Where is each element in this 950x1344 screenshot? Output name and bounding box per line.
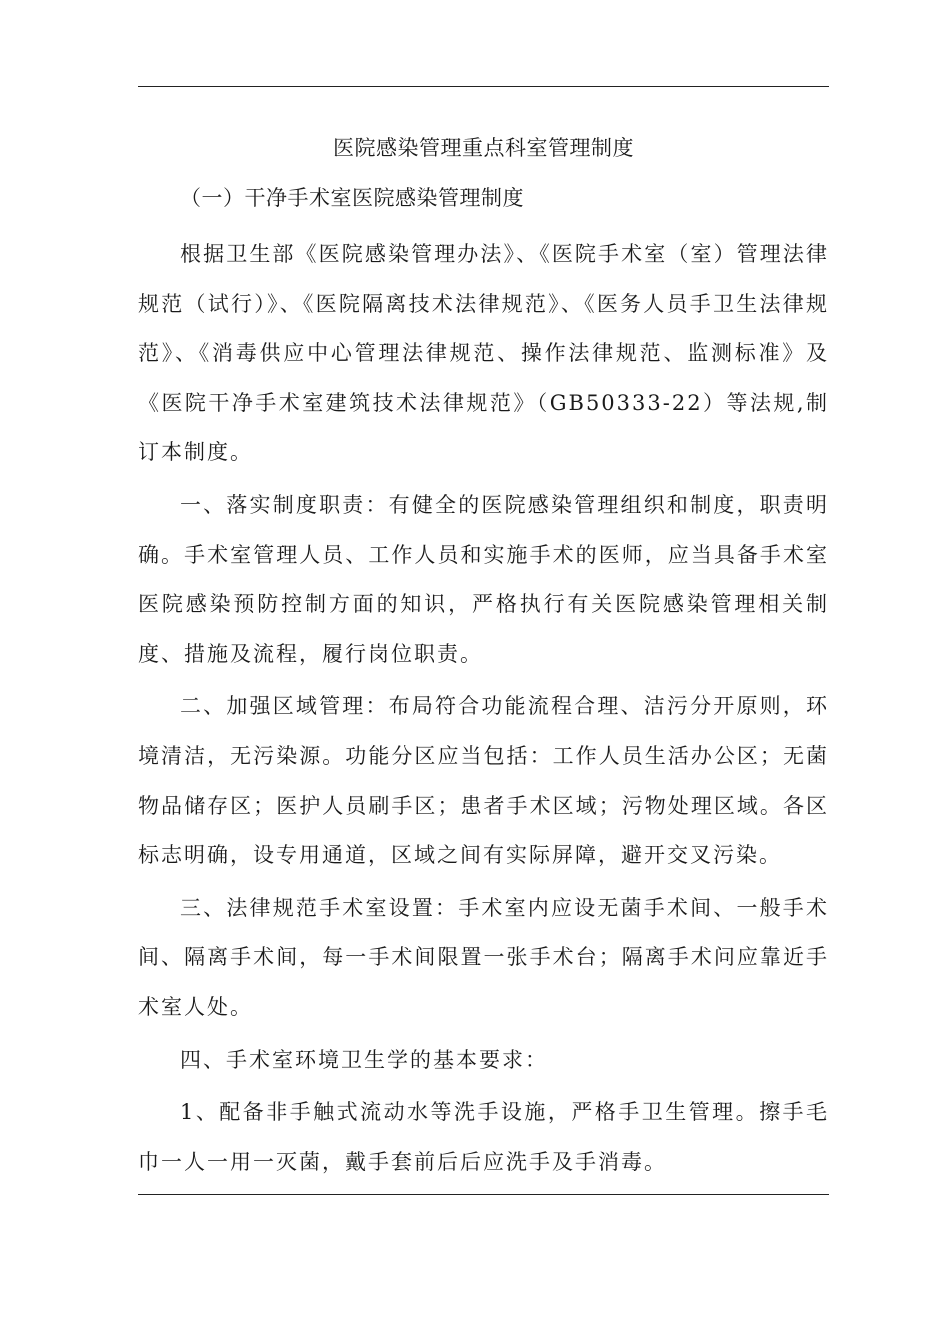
document-title: 医院感染管理重点科室管理制度 — [333, 136, 634, 160]
paragraph-item-3: 三、法律规范手术室设置：手术室内应设无菌手术间、一般手术间、隔离手术间，每一手术间限置一张手术台；隔离手术问应靠近手术室人处。 — [138, 895, 829, 1019]
document-body — [138, 128, 829, 1187]
paragraph-intro: 根据卫生部《医院感染管理办法》、《医院手术室（室）管理法律规范（试行）》、《医院隔离技术法律规范》、《医务人员手卫生法律规范》、《消毒供应中心管理法律规范、操作法律规范、监测标准》及《医院干净手术室建筑技术法律规范》（GB50333-22）等法规,制订本制度。 — [138, 242, 829, 465]
paragraph-item-4: 四、手术室环境卫生学的基本要求： — [180, 1047, 548, 1072]
paragraph-item-2: 二、加强区域管理：布局符合功能流程合理、洁污分开原则，环境清洁，无污染源。功能分区应当包括：工作人员生活办公区；无菌物品储存区；医护人员刷手区；患者手术区域；污物处理区域。各区标志明确，设专用通道，区域之间有实际屏障，避开交叉污染。 — [138, 694, 829, 868]
header-rule — [138, 86, 829, 87]
paragraph-item-4-1: 1、配备非手触式流动水等洗手设施，严格手卫生管理。擦手毛巾一人一用一灭菌，戴手套前后后应洗手及手消毒。 — [138, 1100, 829, 1174]
section-heading: （一）干净手术室医院感染管理制度 — [180, 186, 524, 210]
footer-rule — [138, 1194, 829, 1195]
paragraph-item-1: 一、落实制度职责：有健全的医院感染管理组织和制度，职责明确。手术室管理人员、工作人员和实施手术的医师，应当具备手术室医院感染预防控制方面的知识，严格执行有关医院感染管理相关制度、措施及流程，履行岗位职责。 — [138, 492, 829, 666]
